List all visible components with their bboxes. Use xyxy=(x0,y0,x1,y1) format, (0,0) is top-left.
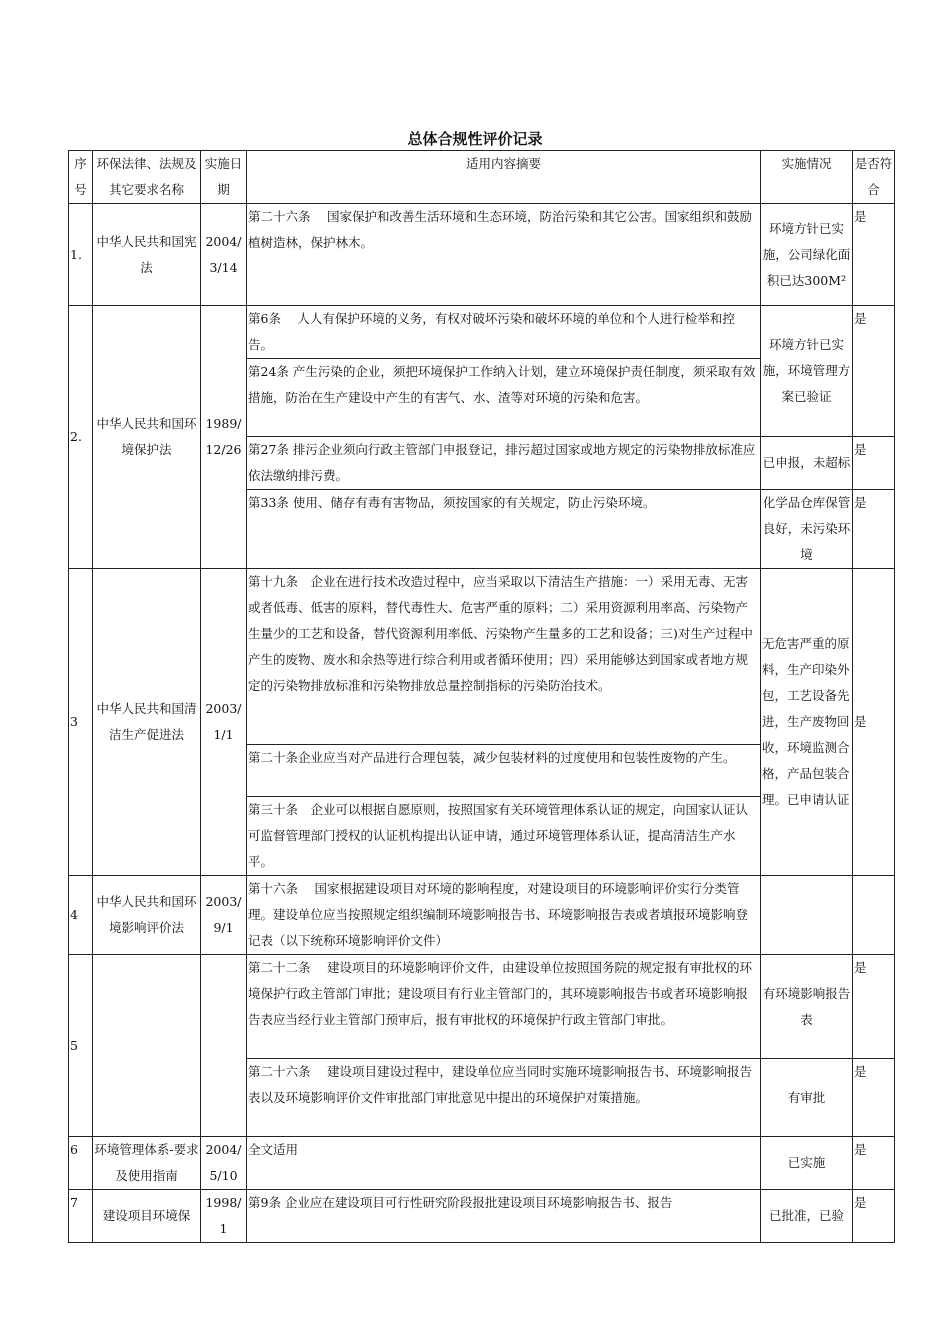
table-row xyxy=(69,1190,895,1243)
row-law: 中华人民共和国环境影响评价法 xyxy=(93,876,201,955)
table-row xyxy=(69,876,895,955)
header-seq: 序号 xyxy=(69,151,93,204)
table-row xyxy=(69,569,895,745)
row-content: 第二十六条 建设项目建设过程中，建设单位应当同时实施环境影响报告书、环境影响报告表以及环境影响评价文件审批部门审批意见中提出的环境保护对策措施。 xyxy=(247,1059,761,1137)
row-seq: 5 xyxy=(69,955,93,1137)
row-content: 第二十六条 国家保护和改善生活环境和生态环境，防治污染和其它公害。国家组织和鼓励植树造林，保护林木。 xyxy=(247,204,761,306)
page-title: 总体合规性评价记录 xyxy=(407,130,543,148)
row-content: 第33条 使用、储存有毒有害物品，须按国家的有关规定，防止污染环境。 xyxy=(247,490,761,569)
row-date: 1998/1 xyxy=(201,1190,247,1243)
row-status: 已申报，未超标 xyxy=(761,437,853,490)
row-law: 中华人民共和国宪法 xyxy=(93,204,201,306)
row-content: 第24条 产生污染的企业，须把环境保护工作纳入计划，建立环境保护责任制度，须采取有效措施，防治在生产建设中产生的有害气、水、渣等对环境的污染和危害。 xyxy=(247,359,761,437)
row-seq: 3 xyxy=(69,569,93,876)
row-conform xyxy=(853,876,895,955)
row-seq: 6 xyxy=(69,1137,93,1190)
header-date: 实施日期 xyxy=(201,151,247,204)
row-date: 2003/1/1 xyxy=(201,569,247,876)
header-row xyxy=(69,151,895,204)
table-row xyxy=(69,306,895,359)
row-conform: 是 xyxy=(853,569,895,876)
table-row xyxy=(69,1137,895,1190)
row-date: 2004/5/10 xyxy=(201,1137,247,1190)
row-status: 已批准，已验 xyxy=(761,1190,853,1243)
row-content: 第6条 人人有保护环境的义务，有权对破坏污染和破坏环境的单位和个人进行检举和控告。 xyxy=(247,306,761,359)
row-content: 第27条 排污企业须向行政主管部门申报登记，排污超过国家或地方规定的污染物排放标准应依法缴纳排污费。 xyxy=(247,437,761,490)
row-law: 建设项目环境保 xyxy=(93,1190,201,1243)
row-conform: 是 xyxy=(853,1137,895,1190)
row-date: 2004/3/14 xyxy=(201,204,247,306)
row-law: 中华人民共和国清洁生产促进法 xyxy=(93,569,201,876)
row-date: 1989/12/26 xyxy=(201,306,247,569)
row-content: 第二十二条 建设项目的环境影响评价文件，由建设单位按照国务院的规定报有审批权的环境保护行政主管部门审批；建设项目有行业主管部门的，其环境影响报告书或者环境影响报告表应当经行业主管部门预审后，报有审批权的环境保护行政主管部门审批。 xyxy=(247,955,761,1059)
header-conform: 是否符合 xyxy=(853,151,895,204)
table-row xyxy=(69,204,895,306)
row-status: 无危害严重的原料，生产印染外包，工艺设备先进，生产废物回收，环境监测合格，产品包装合理。已申请认证 xyxy=(761,569,853,876)
header-law: 环保法律、法规及其它要求名称 xyxy=(93,151,201,204)
row-conform: 是 xyxy=(853,1059,895,1137)
table-row xyxy=(69,955,895,1059)
row-conform: 是 xyxy=(853,955,895,1059)
row-content: 全文适用 xyxy=(247,1137,761,1190)
row-law: 中华人民共和国环境保护法 xyxy=(93,306,201,569)
row-status: 环境方针已实施，公司绿化面积已达300M² xyxy=(761,204,853,306)
row-conform: 是 xyxy=(853,1190,895,1243)
row-date xyxy=(201,955,247,1137)
row-date: 2003/9/1 xyxy=(201,876,247,955)
row-seq: 2. xyxy=(69,306,93,569)
row-status: 环境方针已实施，环境管理方案已验证 xyxy=(761,306,853,437)
row-seq: 1. xyxy=(69,204,93,306)
row-status xyxy=(761,876,853,955)
header-content: 适用内容摘要 xyxy=(247,151,761,204)
row-status: 化学品仓库保管良好，未污染环境 xyxy=(761,490,853,569)
row-seq: 4 xyxy=(69,876,93,955)
row-seq: 7 xyxy=(69,1190,93,1243)
row-content: 第三十条 企业可以根据自愿原则，按照国家有关环境管理体系认证的规定，向国家认证认可监督管理部门授权的认证机构提出认证申请，通过环境管理体系认证，提高清洁生产水平。 xyxy=(247,797,761,876)
row-status: 有审批 xyxy=(761,1059,853,1137)
header-status: 实施情况 xyxy=(761,151,853,204)
row-law xyxy=(93,955,201,1137)
row-status: 有环境影响报告表 xyxy=(761,955,853,1059)
row-conform: 是 xyxy=(853,204,895,306)
row-content: 第二十条企业应当对产品进行合理包装，减少包装材料的过度使用和包装性废物的产生。 xyxy=(247,745,761,797)
row-content: 第十六条 国家根据建设项目对环境的影响程度，对建设项目的环境影响评价实行分类管理。建设单位应当按照规定组织编制环境影响报告书、环境影响报告表或者填报环境影响登记表（以下统称环境影响评价文件） xyxy=(247,876,761,955)
row-law: 环境管理体系-要求及使用指南 xyxy=(93,1137,201,1190)
row-conform: 是 xyxy=(853,306,895,437)
row-content: 第十九条 企业在进行技术改造过程中，应当采取以下清洁生产措施：一）采用无毒、无害或者低毒、低害的原料，替代毒性大、危害严重的原料；二）采用资源利用率高、污染物产生量少的工艺和设备，替代资源利用率低、污染物产生量多的工艺和设备；三)对生产过程中产生的废物、废水和余热等进行综合利用或者循环使用；四）采用能够达到国家或者地方规定的污染物排放标准和污染物排放总量控制指标的污染防治技术。 xyxy=(247,569,761,745)
compliance-table xyxy=(68,150,895,1243)
row-status: 已实施 xyxy=(761,1137,853,1190)
row-content: 第9条 企业应在建设项目可行性研究阶段报批建设项目环境影响报告书、报告 xyxy=(247,1190,761,1243)
row-conform: 是 xyxy=(853,437,895,490)
row-conform: 是 xyxy=(853,490,895,569)
